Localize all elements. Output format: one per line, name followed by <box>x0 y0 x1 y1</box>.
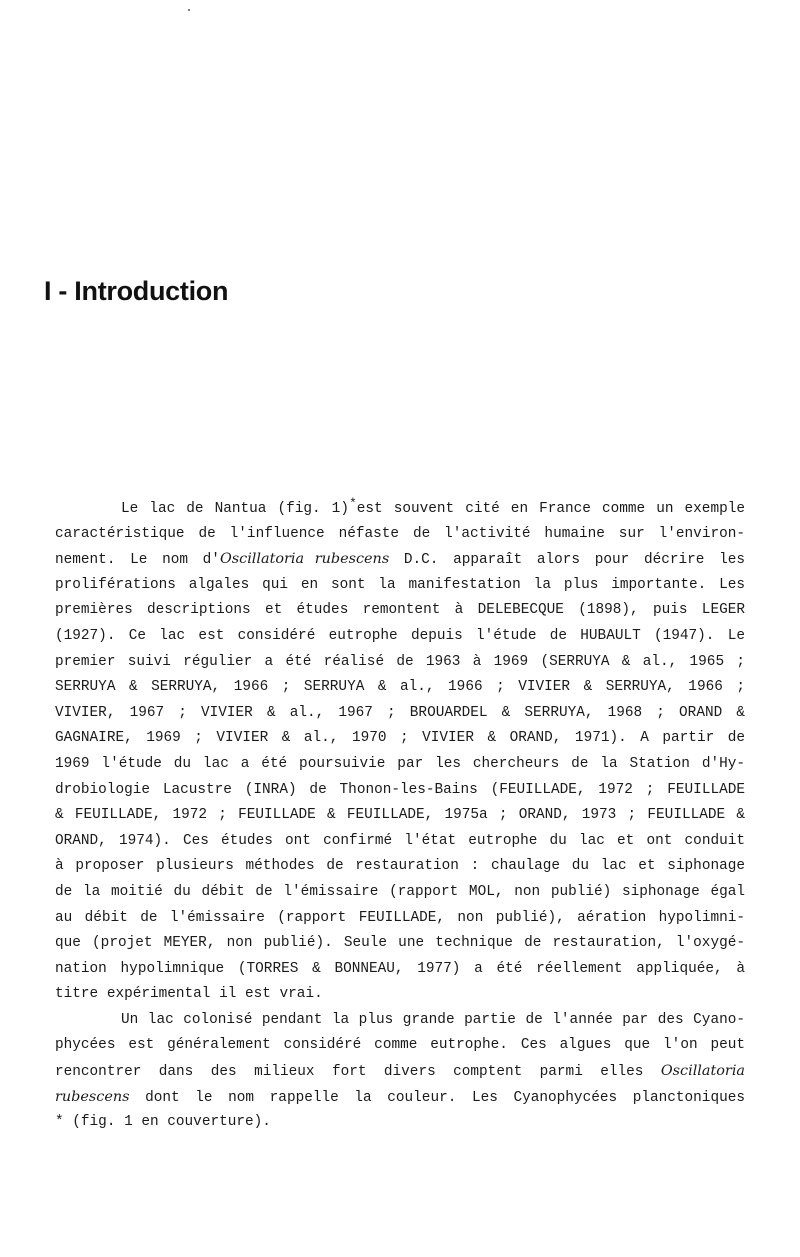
footnote-mark: * <box>55 1114 64 1131</box>
footnote-text: (fig. 1 en couverture). <box>63 1114 271 1131</box>
species-name: rubescens <box>55 1088 130 1105</box>
text-segment: rencontrer dans des milieux fort divers comptent parmi elles <box>55 1064 661 1081</box>
text-segment: nement. Le nom d' <box>55 552 220 569</box>
text-line: 1969 l'étude du lac a été poursuivie par les chercheurs de la Station d'Hy- <box>55 755 745 772</box>
text-line: VIVIER, 1967 ; VIVIER & al., 1967 ; BROUARDEL & SERRUYA, 1968 ; ORAND & <box>55 704 745 721</box>
speck-mark <box>188 9 190 11</box>
text-segment: Le lac de Nantua (fig. 1) <box>121 501 349 517</box>
text-line: nation hypolimnique (TORRES & BONNEAU, 1977) a été réellement appliquée, à <box>55 960 745 977</box>
text-line: SERRUYA & SERRUYA, 1966 ; SERRUYA & al., 1966 ; VIVIER & SERRUYA, 1966 ; <box>55 679 745 696</box>
text-line: (1927). Ce lac est considéré eutrophe depuis l'étude de HUBAULT (1947). Le <box>55 627 745 644</box>
text-line <box>55 496 745 522</box>
species-name: Oscillatoria rubescens <box>219 551 390 568</box>
text-segment: D.C. apparaît alors pour décrire les <box>389 552 745 569</box>
text-line: au débit de l'émissaire (rapport FEUILLADE, non publié), aération hypolimni- <box>55 909 745 926</box>
text-line: titre expérimental il est vrai. <box>55 986 323 1003</box>
text-segment: est souvent cité en France comme un exemple <box>356 501 745 517</box>
text-line: Un lac colonisé pendant la plus grande partie de l'année par des Cyano- <box>121 1011 745 1028</box>
text-line: ORAND, 1974). Ces études ont confirmé l'état eutrophe du lac et ont conduit <box>55 832 745 849</box>
text-line <box>55 547 745 573</box>
text-line: premières descriptions et études remontent à DELEBECQUE (1898), puis LEGER <box>55 602 745 619</box>
species-name: Oscillatoria <box>660 1063 745 1080</box>
text-line <box>55 1085 745 1111</box>
text-line: drobiologie Lacustre (INRA) de Thonon-les-Bains (FEUILLADE, 1972 ; FEUILLADE <box>55 781 745 798</box>
text-line: proliférations algales qui en sont la manifestation la plus importante. Les <box>55 576 745 593</box>
text-line: GAGNAIRE, 1969 ; VIVIER & al., 1970 ; VIVIER & ORAND, 1971). A partir de <box>55 730 745 747</box>
text-segment: dont le nom rappelle la couleur. Les Cyanophycées planctoniques <box>129 1089 745 1106</box>
text-line: de la moitié du débit de l'émissaire (rapport MOL, non publié) siphonage égal <box>55 883 745 900</box>
text-line: phycées est généralement considéré comme eutrophe. Ces algues que l'on peut <box>55 1037 745 1054</box>
body-text <box>55 496 745 1136</box>
section-heading: I - Introduction <box>44 276 229 306</box>
text-line <box>55 1059 745 1085</box>
text-line: que (projet MEYER, non publié). Seule une technique de restauration, l'oxygé- <box>55 935 745 952</box>
text-line: caractéristique de l'influence néfaste de l'activité humaine sur l'environ- <box>55 525 745 542</box>
text-line: à proposer plusieurs méthodes de restauration : chaulage du lac et siphonage <box>55 858 745 875</box>
text-line: premier suivi régulier a été réalisé de 1963 à 1969 (SERRUYA & al., 1965 ; <box>55 653 745 670</box>
text-line: & FEUILLADE, 1972 ; FEUILLADE & FEUILLADE, 1975a ; ORAND, 1973 ; FEUILLADE & <box>55 807 745 824</box>
footnote-mark: * <box>348 496 357 511</box>
footnote <box>55 1110 745 1136</box>
